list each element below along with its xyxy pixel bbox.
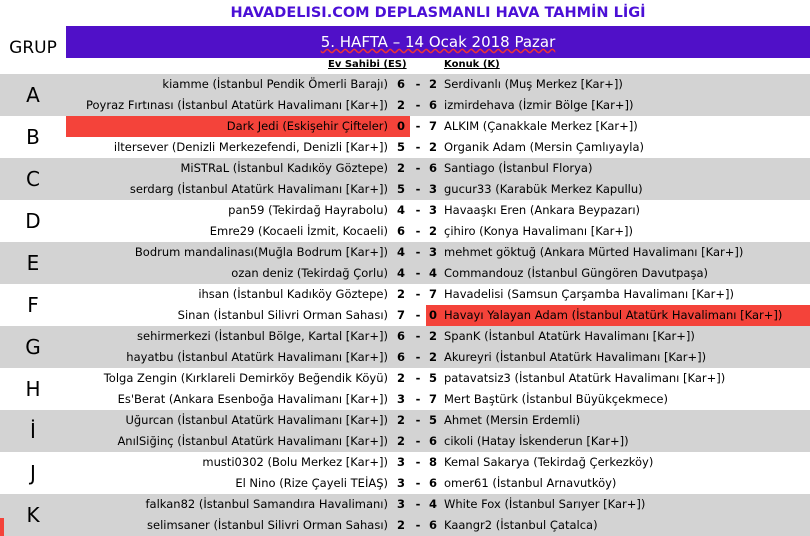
- away-score: 6: [428, 161, 437, 175]
- away-player: SpanK (İstanbul Atatürk Havalimanı [Kar+]): [444, 329, 695, 343]
- home-score: 6: [396, 329, 405, 343]
- score-separator: -: [415, 455, 421, 469]
- score-separator: -: [415, 329, 421, 343]
- group-letter: E: [0, 242, 66, 284]
- match-row: [66, 95, 810, 116]
- away-score: 2: [428, 77, 437, 91]
- home-player: Dark Jedi (Eskişehir Çifteler): [226, 119, 388, 133]
- home-player: Poyraz Fırtınası (İstanbul Atatürk Havalimanı [Kar+]): [85, 98, 388, 112]
- home-score: 4: [396, 245, 405, 259]
- away-score: 8: [428, 455, 437, 469]
- home-score: 3: [396, 476, 405, 490]
- group-letter: K: [0, 494, 66, 536]
- score-separator: -: [415, 476, 421, 490]
- group-letter: J: [0, 452, 66, 494]
- away-score: 2: [428, 350, 437, 364]
- home-score: 3: [396, 497, 405, 511]
- score-separator: -: [415, 392, 421, 406]
- home-player: hayatbu (İstanbul Atatürk Havalimanı [Kar+]): [126, 350, 388, 364]
- away-score: 2: [428, 329, 437, 343]
- away-player: Commandouz (İstanbul Güngören Davutpaşa): [444, 266, 708, 280]
- score-separator: -: [415, 245, 421, 259]
- home-score: 2: [396, 434, 405, 448]
- away-score: 4: [428, 497, 437, 511]
- away-player: Organik Adam (Mersin Çamlıyayla): [444, 140, 644, 154]
- home-score: 2: [396, 413, 405, 427]
- away-player: Mert Baştürk (İstanbul Büyükçekmece): [444, 392, 668, 406]
- home-column-header: Ev Sahibi (ES): [328, 59, 407, 70]
- match-row: [66, 242, 810, 263]
- home-player: ozan deniz (Tekirdağ Çorlu): [231, 266, 388, 280]
- home-score: 4: [396, 203, 405, 217]
- score-separator: -: [415, 287, 421, 301]
- home-score: 2: [396, 287, 405, 301]
- match-row: [66, 494, 810, 515]
- away-score: 7: [428, 392, 437, 406]
- match-row: [66, 305, 810, 326]
- home-player: Sinan (İstanbul Silivri Orman Sahası): [177, 308, 388, 322]
- away-player: gucur33 (Karabük Merkez Kapullu): [444, 182, 643, 196]
- week-subtitle-text: 5. HAFTA – 14 Ocak 2018 Pazar: [320, 33, 556, 51]
- away-player: Havayı Yalayan Adam (İstanbul Atatürk Havalimanı [Kar+]): [444, 308, 783, 322]
- away-player: Ahmet (Mersin Erdemli): [444, 413, 581, 427]
- away-score: 6: [428, 434, 437, 448]
- match-row: [66, 515, 810, 536]
- home-player: Bodrum mandalinası(Muğla Bodrum [Kar+]): [134, 245, 388, 259]
- home-player: El Nino (Rize Çayeli TEİAŞ): [235, 476, 388, 490]
- score-separator: -: [415, 350, 421, 364]
- away-score: 7: [428, 287, 437, 301]
- away-player: ALKIM (Çanakkale Merkez [Kar+]): [444, 119, 638, 133]
- home-score: 5: [396, 182, 405, 196]
- away-score: 3: [428, 203, 437, 217]
- away-score: 4: [428, 266, 437, 280]
- away-player: Akureyri (İstanbul Atatürk Havalimanı [Kar+]): [444, 350, 707, 364]
- home-player: kiamme (İstanbul Pendik Ömerli Barajı): [162, 77, 388, 91]
- away-player: Havaaşkı Eren (Ankara Beypazarı): [444, 203, 641, 217]
- score-separator: -: [415, 182, 421, 196]
- away-player: çihiro (Konya Havalimanı [Kar+]): [444, 224, 633, 238]
- home-player: pan59 (Tekirdağ Hayrabolu): [228, 203, 388, 217]
- score-separator: -: [415, 518, 421, 532]
- group-letter: D: [0, 200, 66, 242]
- away-score: 3: [428, 182, 437, 196]
- away-player: Havadelisi (Samsun Çarşamba Havalimanı [Kar+]): [444, 287, 734, 301]
- home-score: 4: [396, 266, 405, 280]
- home-player: Tolga Zengin (Kırklareli Demirköy Beğendik Köyü): [103, 371, 388, 385]
- score-separator: -: [415, 308, 421, 322]
- home-player: serdarg (İstanbul Atatürk Havalimanı [Kar+]): [129, 182, 388, 196]
- away-player: Kaangr2 (İstanbul Çatalca): [444, 518, 598, 532]
- group-letter: F: [0, 284, 66, 326]
- score-separator: -: [415, 203, 421, 217]
- match-row: [66, 158, 810, 179]
- edge-marker: [0, 518, 4, 536]
- home-player: Emre29 (Kocaeli İzmit, Kocaeli): [209, 224, 388, 238]
- match-row: [66, 452, 810, 473]
- away-score: 7: [428, 119, 437, 133]
- home-score: 6: [396, 224, 405, 238]
- match-row: [66, 389, 810, 410]
- match-row: [66, 221, 810, 242]
- home-score: 2: [396, 98, 405, 112]
- page-title: HAVADELISI.COM DEPLASMANLI HAVA TAHMİN LİGİ: [66, 0, 810, 27]
- score-separator: -: [415, 434, 421, 448]
- home-player: falkan82 (İstanbul Samandıra Havalimanı): [145, 497, 388, 511]
- home-score: 5: [396, 140, 405, 154]
- match-row: [66, 284, 810, 305]
- score-separator: -: [415, 266, 421, 280]
- away-player: izmirdehava (İzmir Bölge [Kar+]): [444, 98, 634, 112]
- group-letter: İ: [0, 410, 66, 452]
- home-player: sehirmerkezi (İstanbul Bölge, Kartal [Kar+]): [137, 329, 388, 343]
- score-separator: -: [415, 224, 421, 238]
- away-player: patavatsiz3 (İstanbul Atatürk Havalimanı [Kar+]): [444, 371, 726, 385]
- away-player: White Fox (İstanbul Sarıyer [Kar+]): [444, 497, 646, 511]
- home-player: Es'Berat (Ankara Esenboğa Havalimanı [Kar+]): [117, 392, 388, 406]
- home-score: 0: [396, 119, 405, 133]
- score-separator: -: [415, 497, 421, 511]
- score-separator: -: [415, 140, 421, 154]
- group-letter: B: [0, 116, 66, 158]
- home-score: 2: [396, 161, 405, 175]
- away-player: omer61 (İstanbul Arnavutköy): [444, 476, 617, 490]
- score-separator: -: [415, 119, 421, 133]
- away-score: 2: [428, 224, 437, 238]
- home-player: AnılSiğinç (İstanbul Atatürk Havalimanı [Kar+]): [117, 434, 388, 448]
- match-row: [66, 347, 810, 368]
- away-score: 5: [428, 371, 437, 385]
- home-score: 6: [396, 77, 405, 91]
- away-score: 0: [428, 308, 437, 322]
- home-player: MiSTRaL (İstanbul Kadıköy Göztepe): [180, 161, 388, 175]
- home-score: 6: [396, 350, 405, 364]
- match-row: [66, 368, 810, 389]
- home-player: musti0302 (Bolu Merkez [Kar+]): [202, 455, 388, 469]
- week-subtitle: [66, 26, 810, 58]
- match-row: [66, 431, 810, 452]
- away-player: cikoli (Hatay İskenderun [Kar+]): [444, 434, 629, 448]
- score-separator: -: [415, 161, 421, 175]
- away-score: 6: [428, 98, 437, 112]
- match-row: [66, 326, 810, 347]
- home-score: 2: [396, 371, 405, 385]
- match-row: [66, 473, 810, 494]
- home-player: iltersever (Denizli Merkezefendi, Denizli [Kar+]): [113, 140, 388, 154]
- home-player: ihsan (İstanbul Kadıköy Göztepe): [198, 287, 388, 301]
- match-row: [66, 116, 810, 137]
- away-player: Serdivanlı (Muş Merkez [Kar+]): [444, 77, 623, 91]
- group-letter: G: [0, 326, 66, 368]
- away-column-header: Konuk (K): [444, 59, 500, 70]
- match-row: [66, 179, 810, 200]
- group-letter: H: [0, 368, 66, 410]
- home-score: 7: [396, 308, 405, 322]
- away-score: 5: [428, 413, 437, 427]
- grup-column-header: GRUP: [0, 26, 66, 62]
- score-separator: -: [415, 371, 421, 385]
- group-letter: A: [0, 74, 66, 116]
- score-separator: -: [415, 413, 421, 427]
- away-score: 2: [428, 140, 437, 154]
- away-player: Santiago (İstanbul Florya): [444, 161, 593, 175]
- away-score: 6: [428, 518, 437, 532]
- home-player: selimsaner (İstanbul Silivri Orman Sahası): [147, 518, 388, 532]
- away-score: 6: [428, 476, 437, 490]
- match-row: [66, 74, 810, 95]
- home-score: 2: [396, 518, 405, 532]
- away-score: 3: [428, 245, 437, 259]
- away-player: mehmet göktuğ (Ankara Mürted Havalimanı [Kar+]): [444, 245, 744, 259]
- score-separator: -: [415, 77, 421, 91]
- match-row: [66, 410, 810, 431]
- match-row: [66, 263, 810, 284]
- home-player: Uğurcan (İstanbul Atatürk Havalimanı [Kar+]): [125, 413, 388, 427]
- match-row: [66, 200, 810, 221]
- home-score: 3: [396, 392, 405, 406]
- away-player: Kemal Sakarya (Tekirdağ Çerkezköy): [444, 455, 654, 469]
- match-row: [66, 137, 810, 158]
- group-letter: C: [0, 158, 66, 200]
- score-separator: -: [415, 98, 421, 112]
- home-score: 3: [396, 455, 405, 469]
